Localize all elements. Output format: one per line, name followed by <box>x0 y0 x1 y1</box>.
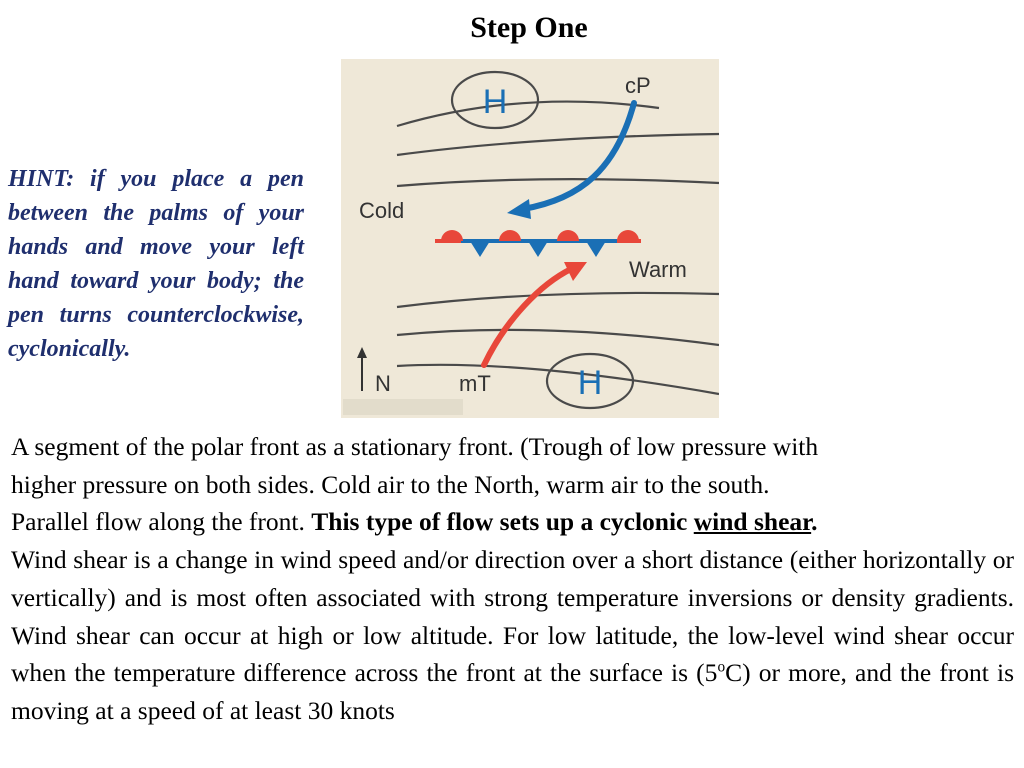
body-line-3 <box>11 503 1014 541</box>
body-text <box>11 428 1014 730</box>
hint-text: HINT: if you place a pen between the palms of your hands and move your left hand toward your body; the pen turns counterclockwise, cyclonically. <box>8 166 304 362</box>
page-title: Step One <box>470 11 588 44</box>
label-warm: Warm <box>629 257 687 282</box>
label-mt: mT <box>459 371 491 396</box>
high-pressure-top: H <box>482 83 508 121</box>
diagram-background <box>341 59 719 418</box>
wind-shear-term: wind shear <box>693 507 812 537</box>
high-pressure-bottom: H <box>577 364 603 402</box>
body-line-2: higher pressure on both sides. Cold air to the North, warm air to the south. <box>11 469 770 499</box>
degree-sup: o <box>717 658 726 676</box>
body-line-3-bold: This type of flow sets up a cyclonic wind shear. <box>311 507 818 537</box>
label-north: N <box>375 371 391 396</box>
label-cp: cP <box>625 73 651 98</box>
stationary-front-diagram <box>341 59 719 418</box>
copyright-mark <box>343 399 463 415</box>
body-line-1: A segment of the polar front as a stationary front. (Trough of low pressure with <box>11 432 819 461</box>
body-line-3-plain: Parallel flow along the front. <box>11 507 312 537</box>
wind-shear-definition: Wind shear is a change in wind speed and/or direction over a short distance (either horizontally or vertically) and is most often associated with strong temperature inversions or density gradients. Wind shear can occur at high or low altitude. For low latitude, the low-level wind shear occur when the temperature difference across the front at the surface is (5$^o$C) or more, and the front is moving at a speed of at least 30 knots <box>11 545 1014 725</box>
label-cold: Cold <box>359 198 405 223</box>
